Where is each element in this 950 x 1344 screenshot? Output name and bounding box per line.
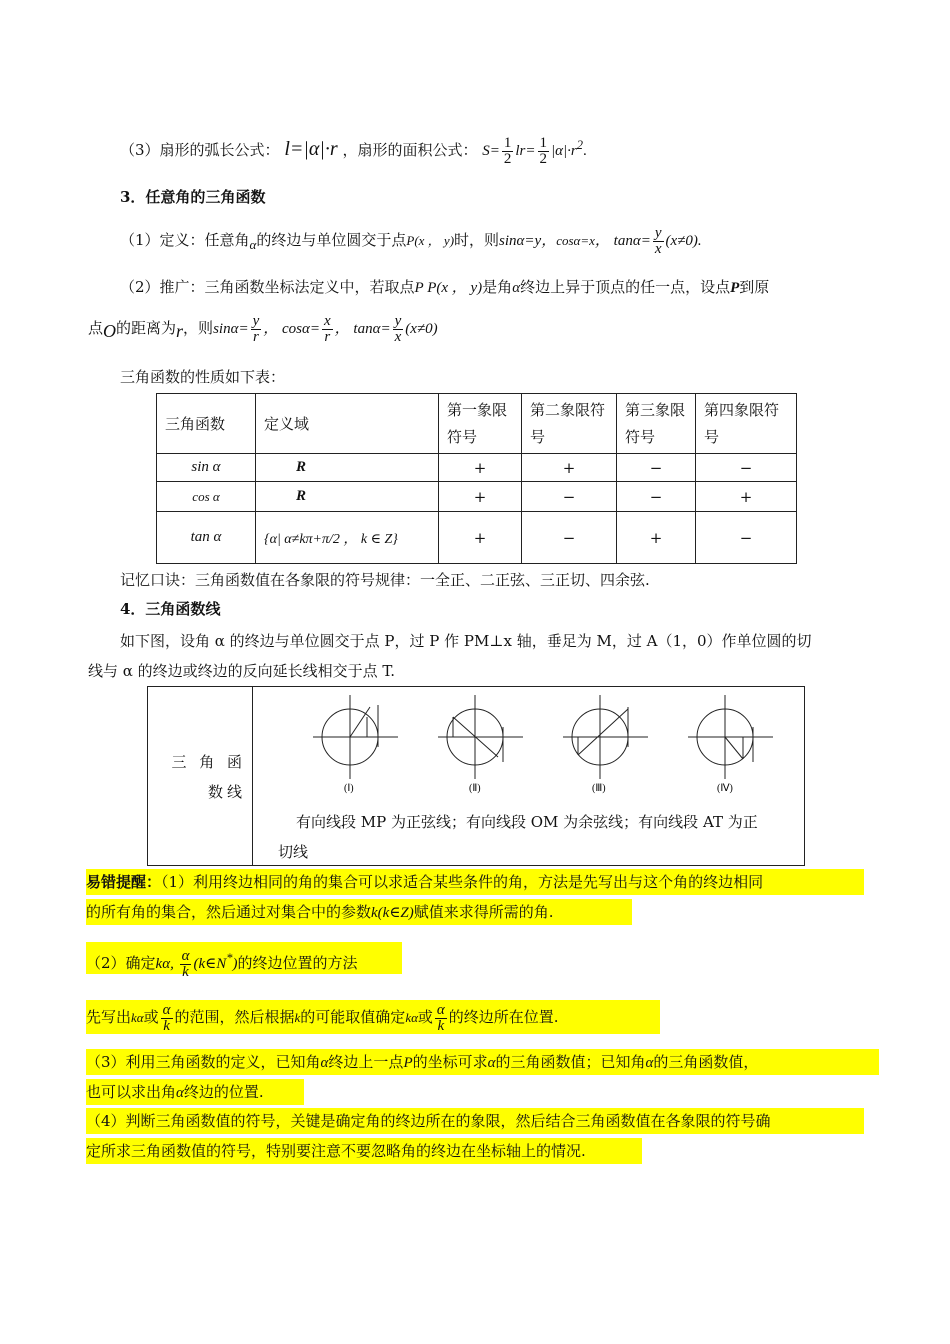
table-header-row — [157, 394, 797, 454]
e4b-2: 终边的位置. — [183, 1083, 264, 1101]
def-mid: 的终边与单位圆交于点 — [256, 230, 407, 249]
error-1a: （1）利用终边相同的角的集合可以求适合某些条件的角，方法是先写出与这个角的终边相同 — [161, 873, 764, 891]
error-line-7: （4）判断三角函数值的符号，关键是确定角的终边所在的象限，然后结合三角函数值在各象限的符号确 — [86, 1108, 864, 1134]
e4a-2: 终边上一点 — [328, 1053, 404, 1071]
gen-formulas: sinα= $\frac{y}{r}$ ， cosα= $\frac{x}{r}$ ， tanα= $\frac{y}{x}$ (x≠0) — [213, 313, 438, 345]
figure-label: (Ⅲ) — [592, 783, 606, 794]
e4a-3: 的坐标可求 — [412, 1053, 488, 1071]
gen2-c: ，则 — [183, 318, 214, 337]
section4-p2: 线与 α 的终边或终边的反向延长线相交于点 T. — [88, 662, 396, 680]
header-cell: 第三象限符号 — [617, 394, 696, 454]
error-line-5: （3）利用三角函数的定义，已知角α终边上一点P的坐标可求α的三角函数值；已知角α的三角函数值， — [86, 1049, 879, 1075]
error-line-3: （2）确定kα, $\frac{\alpha}{k}$ (k∈N*)的终边位置的方法 — [86, 942, 402, 974]
trig-lines-label: 三 角 函 数线 — [171, 753, 246, 801]
arc-length-formula: l=|α|·r — [284, 137, 338, 160]
domain-cell: R — [256, 482, 439, 512]
trig-properties-table — [156, 393, 797, 564]
fn-cell: sin α — [157, 454, 256, 482]
error-line-8: 定所求三角函数值的符号，特别要注意不要忽略角的终边在坐标轴上的情况. — [86, 1138, 642, 1164]
def-then: 时，则 — [454, 230, 500, 249]
e4a-1: （3）利用三角函数的定义，已知角 — [86, 1053, 321, 1071]
e3-a: 先写出 — [86, 1008, 132, 1026]
sign-cell: − — [522, 512, 617, 564]
e3-d: 的可能取值确定 — [300, 1008, 406, 1026]
e4a-4: 的三角函数值；已知角 — [495, 1053, 646, 1071]
gen-end: 到原 — [739, 278, 770, 296]
domain-cell: {α| α≠kπ+π/2 ， k ∈ Z} — [256, 512, 439, 564]
error-2-pre: （2）确定 — [86, 954, 156, 972]
generalization-line-1: （2）推广：三角函数坐标法定义中，若取点P P(x ， y)是角α终边上异于顶点的任一点，设点P到原 — [120, 278, 770, 296]
sign-cell: − — [522, 482, 617, 512]
error-line-1 — [86, 869, 864, 895]
header-cell: 第二象限符号 — [522, 394, 617, 454]
definition-line: （1）定义：任意角$_\alpha$的终边与单位圆交于点P(x ， y)时，则sinα=y，cosα=x， tanα= $\frac{y}{x}$ (x≠0). — [120, 225, 702, 257]
e4a-5: 的三角函数值， — [653, 1053, 759, 1071]
diagram-quadrant-1 — [313, 695, 398, 779]
header-cell: 定义域 — [256, 394, 439, 454]
error-title: 易错提醒： — [86, 873, 162, 891]
sector-arc-label: （3）扇形的弧长公式： — [120, 140, 280, 159]
generalization-line-2: 点$_O$的距离为$_r$，则sinα= $\frac{y}{r}$ ， cosα= $\frac{x}{r}$ ， tanα= $\frac{y}{x}$ (x≠0) — [88, 313, 438, 345]
error-1b-post: 赋值来求得所需的角. — [413, 903, 554, 921]
error-line-4: 先写出kα或 $\frac{\alpha}{k}$ 的范围，然后根据k的可能取值确定kα或 $\frac{\alpha}{k}$ 的终边所在位置. — [86, 1000, 660, 1034]
sector-formula-line — [120, 136, 587, 167]
table-intro: 三角函数的性质如下表： — [120, 368, 286, 386]
error-2-post: 的终边位置的方法 — [237, 954, 358, 972]
header-cell: 三角函数 — [157, 394, 256, 454]
sign-cell: + — [439, 454, 522, 482]
error-line-6: 也可以求出角α终边的位置. — [86, 1079, 304, 1105]
section3-heading: 3．任意角的三角函数 — [120, 188, 266, 206]
figure-label: (Ⅰ) — [344, 783, 354, 794]
sign-cell: − — [617, 454, 696, 482]
trig-lines-caption-2: 切线 — [278, 843, 309, 861]
header-cell: 第一象限符号 — [439, 394, 522, 454]
section4-p1: 如下图，设角 α 的终边与单位圆交于点 P，过 P 作 PM⊥x 轴，垂足为 M，过 A（1，0）作单位圆的切 — [120, 632, 812, 650]
trig-lines-label-cell — [148, 687, 253, 865]
fn-cell: cos α — [157, 482, 256, 512]
table-row — [157, 482, 797, 512]
trig-lines-caption-1: 有向线段 MP 为正弦线；有向线段 OM 为余弦线；有向线段 AT 为正 — [296, 813, 758, 831]
figure-label: (Ⅱ) — [469, 783, 481, 794]
gen2-b: 的距离为 — [116, 318, 177, 337]
e3-b: 或 — [143, 1008, 159, 1026]
diagram-quadrant-4 — [688, 695, 773, 779]
gen2-a: 点 — [88, 318, 104, 337]
unit-circle-diagrams — [258, 687, 798, 799]
def-formulas: sinα=y，cosα=x， tanα= $\frac{y}{x}$ (x≠0). — [499, 225, 702, 257]
trig-lines-box — [147, 686, 805, 866]
table-row — [157, 454, 797, 482]
sign-cell: − — [617, 482, 696, 512]
diagram-quadrant-3 — [563, 695, 648, 779]
sign-cell: − — [696, 454, 797, 482]
sector-area-label: ，扇形的面积公式： — [342, 140, 478, 159]
fn-cell: tan α — [157, 512, 256, 564]
gen-mid: 是角 — [482, 278, 513, 296]
sign-cell: + — [439, 512, 522, 564]
area-formula: S= $\frac{1}{2}$ lr= $\frac{1}{2}$ $|\alpha|\cdot r^2$. — [482, 135, 587, 167]
error-1b-pre: 的所有角的集合，然后通过对集合中的参数 — [86, 903, 372, 921]
gen-mid2: 终边上异于顶点的任一点，设点 — [520, 278, 731, 296]
mnemonic: 记忆口诀：三角函数值在各象限的符号规律：一全正、二正弦、三正切、四余弦. — [120, 571, 650, 589]
e3-f: 的终边所在位置. — [448, 1008, 559, 1026]
e3-c: 的范围，然后根据 — [174, 1008, 295, 1026]
sign-cell: − — [696, 512, 797, 564]
domain-cell: R — [256, 454, 439, 482]
diagram-quadrant-2 — [438, 695, 523, 779]
section4-heading: 4．三角函数线 — [120, 600, 221, 618]
sign-cell: + — [522, 454, 617, 482]
e4b-1: 也可以求出角 — [86, 1083, 177, 1101]
sign-cell: + — [696, 482, 797, 512]
sign-cell: + — [439, 482, 522, 512]
def-prefix: （1）定义：任意角 — [120, 230, 250, 249]
header-cell: 第四象限符号 — [696, 394, 797, 454]
error-line-2: 的所有角的集合，然后通过对集合中的参数k(k∈Z)赋值来求得所需的角. — [86, 899, 632, 925]
sign-cell: + — [617, 512, 696, 564]
table-row — [157, 512, 797, 564]
gen-prefix: （2）推广：三角函数坐标法定义中，若取点 — [120, 278, 415, 296]
figure-label: (Ⅳ) — [717, 783, 733, 794]
e3-e: 或 — [417, 1008, 433, 1026]
